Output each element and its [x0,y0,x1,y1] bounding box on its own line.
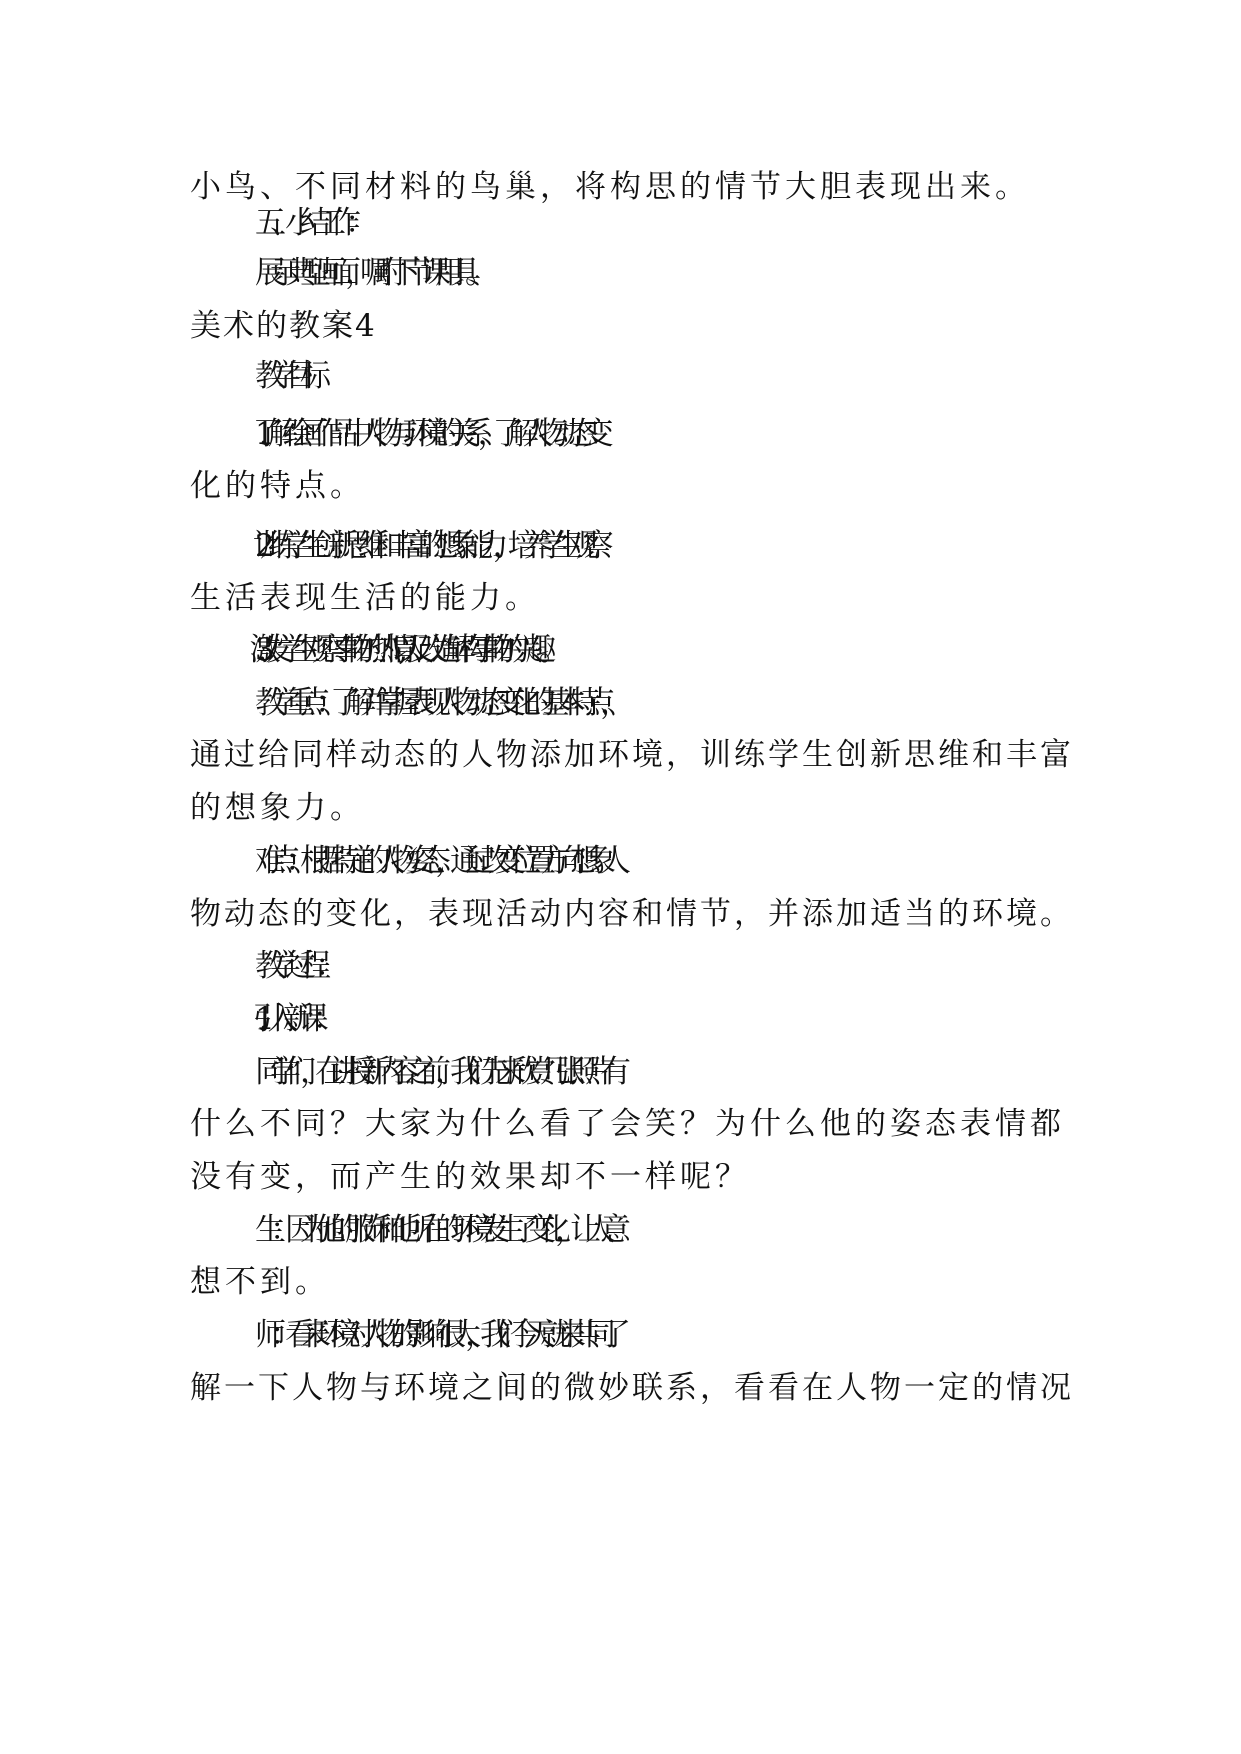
paragraph-line: 的想象力。 [190,790,365,826]
paragraph-line: 同学们，在讲授新内容之前，我们先来欣赏几张照片有 [255,1054,615,1090]
paragraph-line: 小鸟、不同材料的鸟巢，将构思的情节大胆表现出来。 [190,169,1030,205]
paragraph-line: 生：因为他的服饰和他所在的环境发生了变化，让人意 [255,1212,615,1248]
section-heading: 五、小结工作： [255,205,360,241]
document-title: 美术的教案4 [190,308,377,344]
paragraph-line: 1.引入新课： [255,1001,328,1037]
paragraph-line: 想不到。 [190,1264,330,1300]
paragraph-line: 解一下人物与环境之间的微妙联系，看看在人物一定的情况 [190,1370,1074,1406]
paragraph-line: 3.激发学生观察事物的热情,以及改造解构事物的兴趣。 [255,632,553,668]
paragraph-line: 1.了解绘画作品中人物与环境的关系，了解人物动态变 [255,416,598,452]
paragraph-line: 教学重点：了解并掌握表现人物动态变化的基本特点， [255,685,615,721]
paragraph-line: 什么不同？大家为什么看了会笑？为什么他的姿态表情都 [190,1106,1065,1142]
paragraph-line: 通过给同样动态的人物添加环境，训练学生创新思维和丰富 [190,737,1074,773]
paragraph-line: 2.训练学生创新思维和丰富的想象能力，培养学生观察 [255,528,598,564]
paragraph-line: 师：看来环境对人物的影响很大，我们今天就来共同了 [255,1317,615,1353]
paragraph-line: 教学过程： [255,948,330,984]
section-heading: 教学目标 [255,358,315,394]
paragraph-line: 生活表现生活的能力。 [190,580,540,616]
paragraph-line: 没有变，而产生的效果却不一样呢？ [190,1159,750,1195]
paragraph-line: 化的特点。 [190,468,365,504]
paragraph-line: 展示典型画面，嘱咐下节课用具。 [255,255,480,291]
paragraph-line: 难点：根据特定的人物姿态，通过改变位置方向想象人 [255,843,615,879]
paragraph-line: 物动态的变化，表现活动内容和情节，并添加适当的环境。 [190,896,1074,932]
